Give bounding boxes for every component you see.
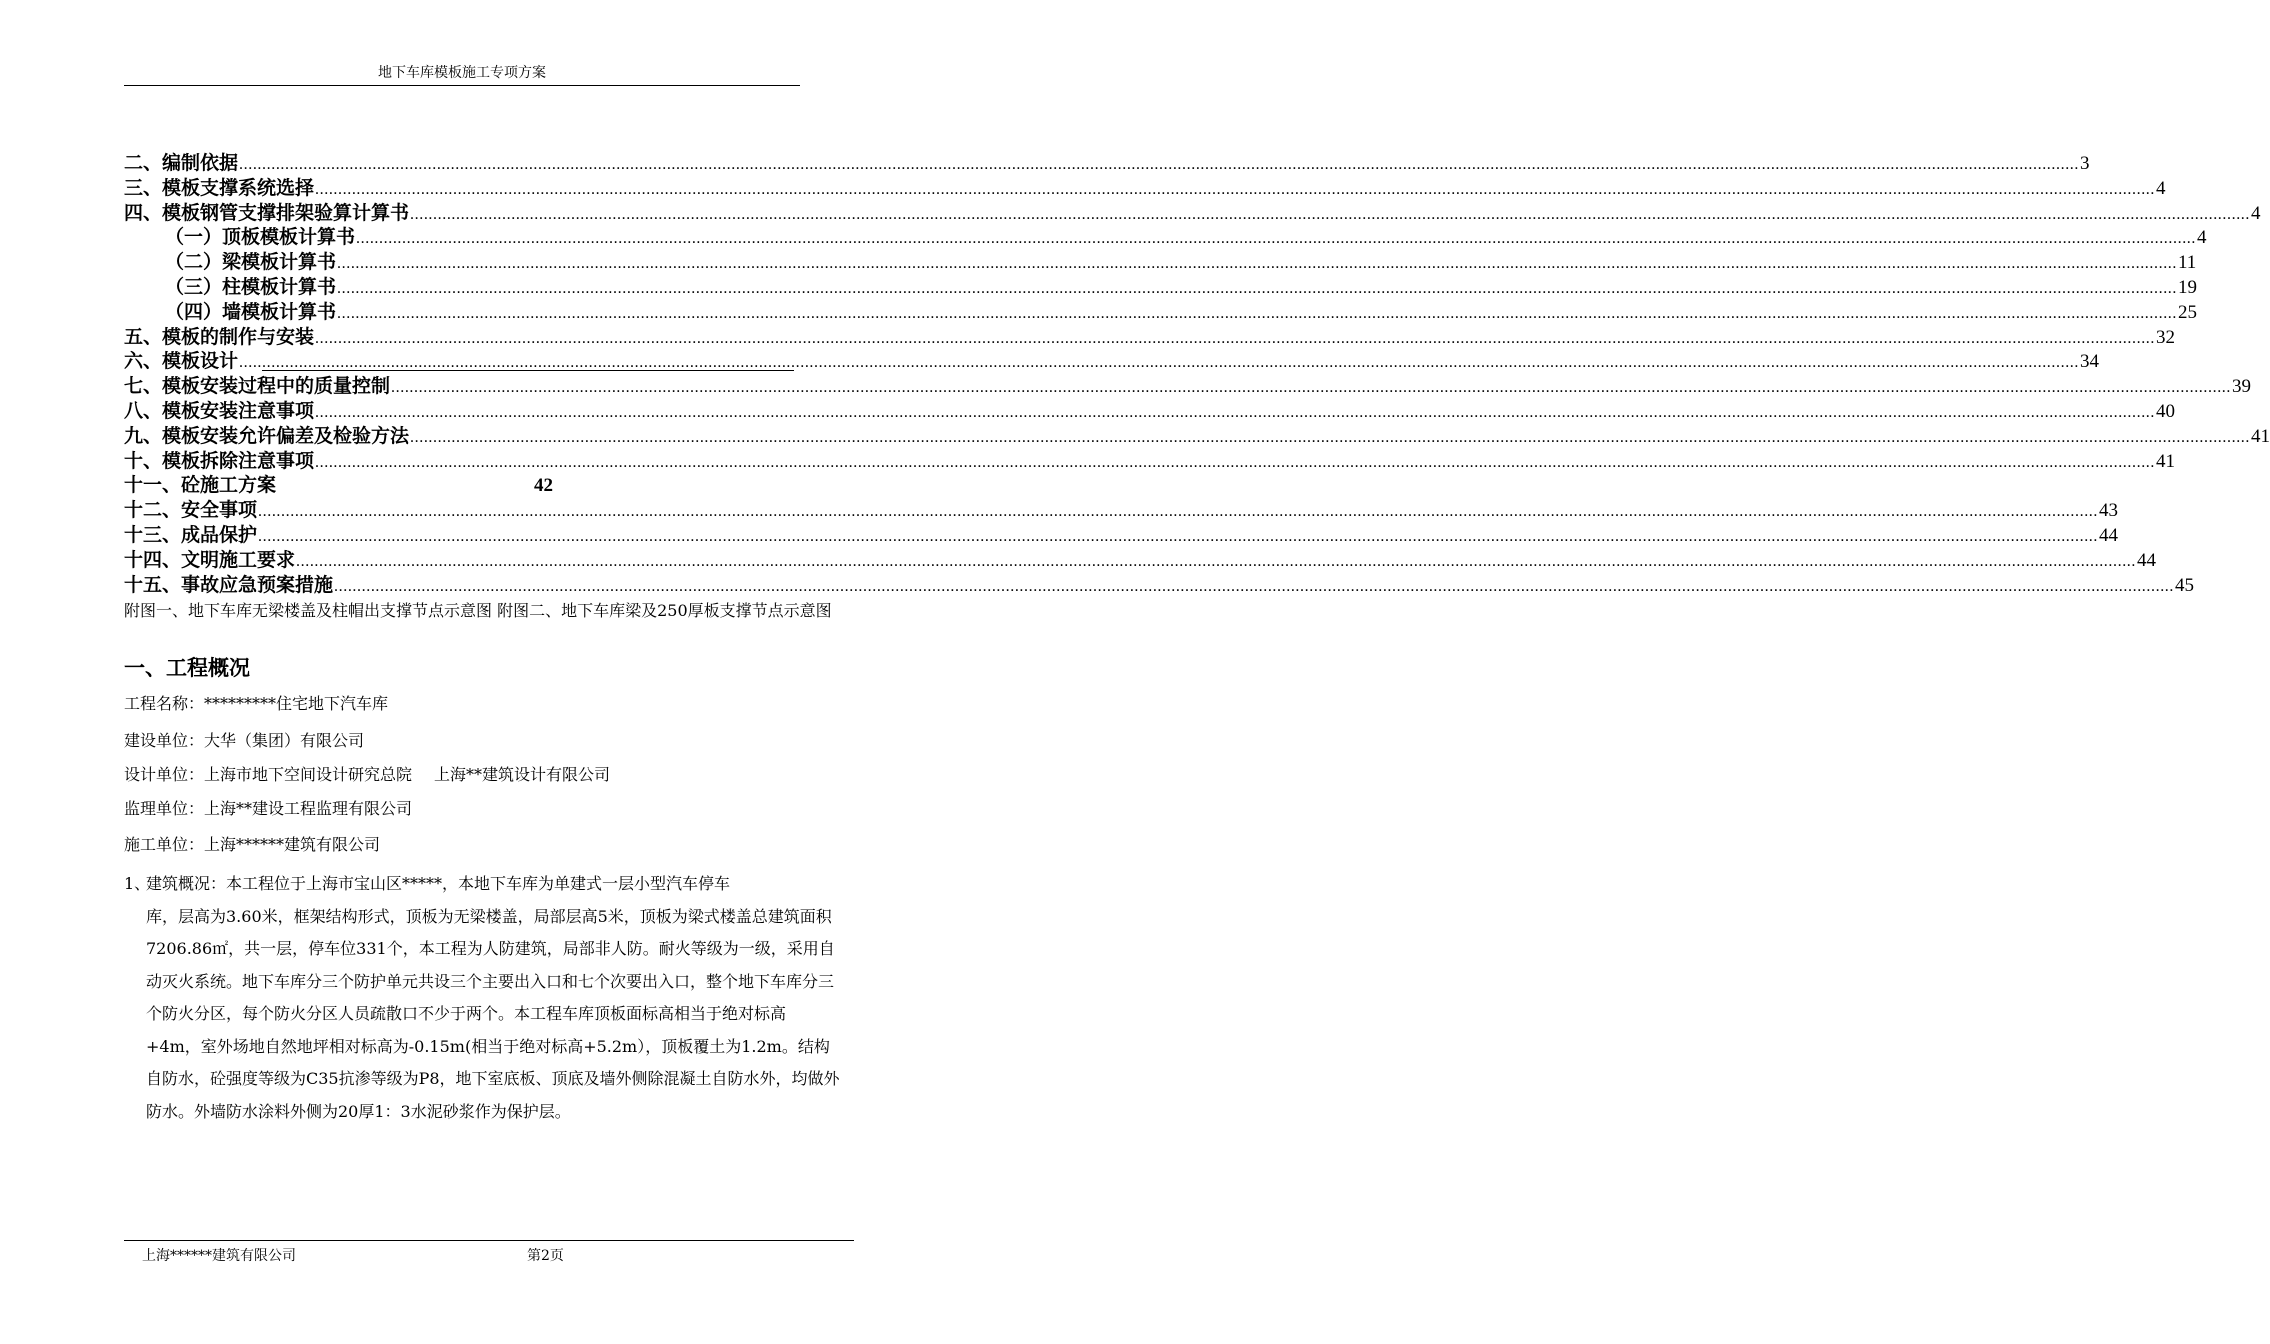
toc-entry-title: （四）墙模板计算书 [165,300,337,323]
paragraph-first-text: 建筑概况：本工程位于上海市宝山区*****，本地下车库为单建式一层小型汽车停车 [146,874,731,893]
toc-entry-title: 八、模板安装注意事项 [124,399,315,422]
toc-leader-dots: ................................................................................................................................................................................................................................................................................................................................................................................................................ [391,379,2232,397]
toc-entry[interactable] [124,250,2197,275]
toc-entry-page: 43 [2099,500,2119,522]
toc-entry-title: 十五、事故应急预案措施 [124,573,334,596]
toc-leader-dots: ................................................................................................................................................................................................................................................................................................................................................................................................................ [337,255,2178,273]
toc-leader-dots: ................................................................................................................................................................................................................................................................................................................................................................................................................ [410,205,2251,223]
toc-entry-page: 39 [2232,376,2252,398]
toc-leader-dots: ................................................................................................................................................................................................................................................................................................................................................................................................................ [337,304,2178,322]
toc-leader-dots: ................................................................................................................................................................................................................................................................................................................................................................................................................ [315,453,2156,471]
toc-entry-page: 45 [2175,574,2195,596]
toc-entry[interactable] [124,300,2198,325]
toc-leader-dots: ................................................................................................................................................................................................................................................................................................................................................................................................................ [410,428,2251,446]
supervisor-unit: 监理单位：上海**建设工程监理有限公司 [124,799,413,818]
toc-leader-dots: ................................................................................................................................................................................................................................................................................................................................................................................................................ [239,156,2080,173]
toc-entry-page: 41 [2251,425,2270,447]
toc-entry-title: 六、模板设计 [124,350,239,373]
header-rule [124,85,800,86]
toc-entry[interactable] [124,374,2252,399]
toc-entry[interactable] [124,151,2090,176]
toc-entry-title: 十三、成品保护 [124,523,258,546]
toc-leader-dots: ................................................................................................................................................................................................................................................................................................................................................................................................................ [315,329,2156,347]
toc-entry-page: 40 [2156,400,2176,422]
toc-entry[interactable] [124,548,2157,573]
toc-entry-title: 二、编制依据 [124,152,239,174]
toc-entry-page: 32 [2156,326,2176,348]
toc-entry-title: 十四、文明施工要求 [124,548,296,571]
toc-entry-page: 4 [2156,177,2166,199]
contractor-unit: 施工单位：上海******建筑有限公司 [124,835,381,854]
toc-entry[interactable] [124,523,2119,548]
toc-leader-dots: ................................................................................................................................................................................................................................................................................................................................................................................................................ [258,527,2099,545]
toc-entry-title: 四、模板钢管支撑排架验算计算书 [124,201,410,224]
toc-entry-title: （三）柱模板计算书 [165,275,337,298]
toc-entry-page: 41 [2156,450,2176,472]
toc-leader-dots: ................................................................................................................................................................................................................................................................................................................................................................................................................ [296,552,2137,570]
toc-entry[interactable] [124,275,2198,300]
toc-entry[interactable] [124,176,2166,201]
toc-leader-dots: ................................................................................................................................................................................................................................................................................................................................................................................................................ [315,180,2156,198]
toc-entry-title: 十一、砼施工方案 [124,474,277,497]
designer-line [124,764,610,786]
toc-entry-page: 11 [2178,252,2197,274]
section-heading: 一、工程概况 [124,656,250,680]
toc-entry-title: 三、模板支撑系统选择 [124,176,315,199]
toc-entry-page: 4 [2197,227,2207,249]
toc-entry-title: 九、模板安装允许偏差及检验方法 [124,424,410,447]
toc-entry-title: 十二、安全事项 [124,499,258,522]
toc-underline [262,370,794,371]
toc-entry[interactable] [124,498,2119,523]
toc-entry-title: （二）梁模板计算书 [165,251,337,274]
toc-entry[interactable] [124,449,2176,474]
footer-company: 上海******建筑有限公司 [142,1248,296,1264]
paragraph-body: 库，层高为3.60米，框架结构形式，顶板为无梁楼盖，局部层高5米，顶板为梁式楼盖总建筑面积7206.86㎡，共一层，停车位331个，本工程为人防建筑，局部非人防。耐火等级为一级，采用自动灭火系统。地下车库分三个防护单元共设三个主要出入口和七个次要出入口，整个地下车库分三个防火分区，每个防火分区人员疏散口不少于两个。本工程车库顶板面标高相当于绝对标高+4m，室外场地自然地坪相对标高为-0.15m(相当于绝对标高+5.2m），顶板覆土为1.2m。结构自防水，砼强度等级为C35抗渗等级为P8，地下室底板、顶底及墙外侧除混凝土自防水外，均做外防水。外墙防水涂料外侧为20厚1：3水泥砂浆作为保护层。 [146,906,840,1121]
toc-entry-page: 34 [2080,351,2100,373]
designer-unit: 设计单位：上海市地下空间设计研究总院 [124,765,413,784]
header-title: 地下车库模板施工专项方案 [378,65,546,81]
toc-entry-title: （一）顶板模板计算书 [165,226,356,249]
toc-leader-dots: ................................................................................................................................................................................................................................................................................................................................................................................................................ [334,577,2175,595]
toc-entry-page: 19 [2178,276,2198,298]
designer-unit-2: 上海**建筑设计有限公司 [434,765,611,784]
toc-leader-dots: ................................................................................................................................................................................................................................................................................................................................................................................................................ [337,279,2178,297]
toc-entry-page: 42 [534,475,554,497]
toc-entry[interactable] [124,225,2207,250]
toc-entry[interactable] [124,473,838,498]
toc-leader-dots: ................................................................................................................................................................................................................................................................................................................................................................................................................ [239,354,2080,372]
toc-entry[interactable] [124,573,2195,598]
toc-entry-page: 44 [2137,549,2157,571]
project-name: 工程名称：*********住宅地下汽车库 [124,694,389,713]
footer-page-number: 第2页 [527,1248,564,1264]
appendix-note: 附图一、地下车库无梁楼盖及柱帽出支撑节点示意图 附图二、地下车库梁及250厚板支撑节点示意图 [124,601,832,620]
toc-entry-title: 十、模板拆除注意事项 [124,449,315,472]
toc-entry-page: 3 [2080,153,2090,174]
toc-entry-page: 4 [2251,202,2261,224]
toc-leader-dots: ................................................................................................................................................................................................................................................................................................................................................................................................................ [258,503,2099,521]
toc-entry[interactable] [124,399,2176,424]
toc-entry-title: 五、模板的制作与安装 [124,325,315,348]
overview-paragraph [124,868,840,1128]
toc-entry-title: 七、模板安装过程中的质量控制 [124,375,391,398]
table-of-contents [124,151,2270,597]
toc-leader-dots: ................................................................................................................................................................................................................................................................................................................................................................................................................ [315,403,2156,421]
owner-unit: 建设单位：大华（集团）有限公司 [124,731,365,750]
toc-entry[interactable] [124,201,2261,226]
toc-entry-page: 25 [2178,301,2198,323]
toc-entry[interactable] [124,424,2270,449]
toc-entry[interactable] [124,325,2176,350]
paragraph-number: 1、 [124,874,151,893]
paragraph-first-line [124,868,840,901]
toc-entry-page: 44 [2099,524,2119,546]
toc-leader-dots: ................................................................................................................................................................................................................................................................................................................................................................................................................ [356,230,2197,248]
footer-rule [124,1240,854,1241]
